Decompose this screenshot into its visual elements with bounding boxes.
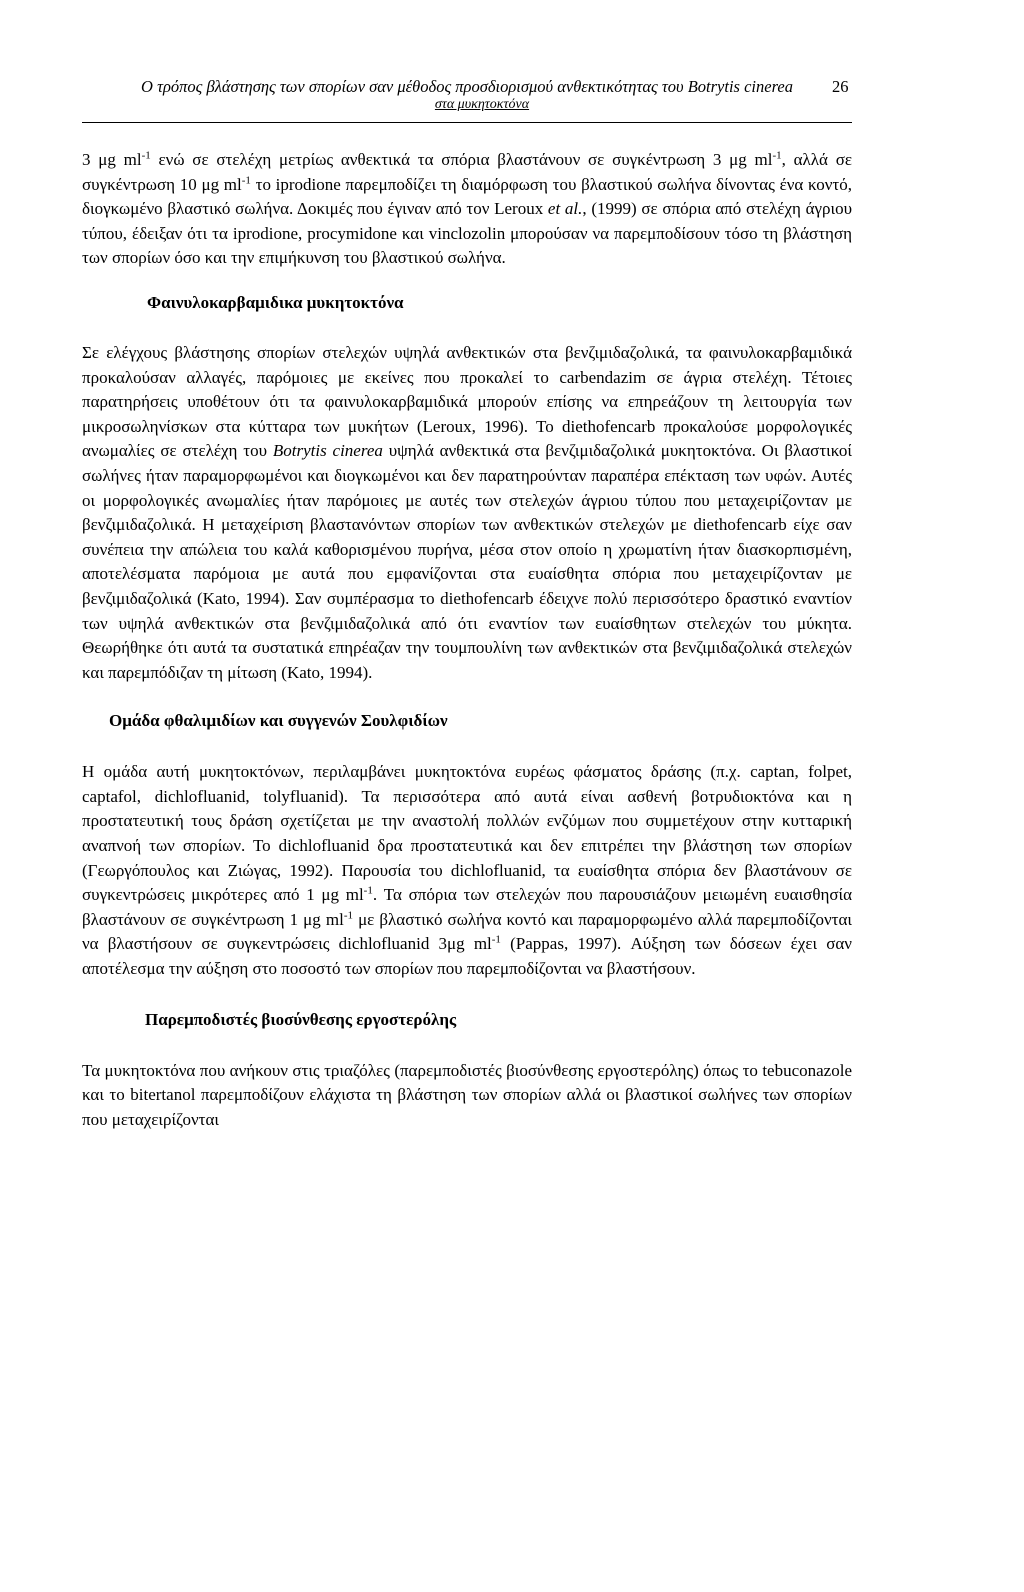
superscript: -1 [141,149,151,162]
superscript: -1 [491,933,501,946]
page-number: 26 [832,77,849,96]
text-run: , αλλά σε συγκέντρωση 10 μg ml [82,150,852,194]
paragraph-4 [82,1059,852,1133]
paragraph-2 [82,341,852,685]
text-run: Τα μυκητοκτόνα που ανήκουν στις τριαζόλες (παρεμποδιστές βιοσύνθεσης εργοστερόλης) όπως το tebuconazole και το bitertanol παρεμποδίζουν ελάχιστα τη βλάστηση των σπορίων αλλά οι βλαστικοί σωλήνες των σπορίων που μεταχειρίζονται [82,1060,852,1129]
text-run: (Pappas, 1997). Αύξηση των δόσεων έχει σαν αποτέλεσμα την αύξηση στο ποσοστό των σπορίων που παρεμποδίζονται να βλαστήσουν. [82,934,852,979]
header-rule [82,122,852,123]
text-run: . Τα σπόρια των στελεχών που παρουσιάζουν μειωμένη ευαισθησία βλαστάνουν σε συγκέντρωση 1 μg ml [82,885,852,929]
running-header-line2: στα μυκητοκτόνα [434,97,530,112]
text-run: με βλαστικό σωλήνα κοντό και παραμορφωμένο αλλά παρεμποδίζονται να βλαστήσουν σε συγκεντρώσεις dichlofluanid 3μg ml [82,909,852,954]
superscript: -1 [343,909,353,922]
section-heading-phenylcarbamates: Φαινυλοκαρβαμιδικα μυκητοκτόνα [147,292,404,312]
text-run: υψηλά ανθεκτικά στα βενζιμιδαζολικά μυκητοκτόνα. Οι βλαστικοί σωλήνες ήταν παραμορφωμένοι και διογκωμένοι και δεν παρατηρούνταν παραπέρα επέκταση των υφών. Αυτές οι μορφολογικές ανωμαλίες ήταν παρόμοιες με αυτές των στελεχών άγριου τύπου που μεταχειρίζονταν με βενζιμιδαζολικά. Η μεταχείριση βλαστανόντων σπορίων των ανθεκτικών στελεχών με diethofencarb είχε σαν συνέπεια την απώλεια του καλά καθορισμένου πυρήνα, μέσα στον οποίο η χρωματίνη ήταν διασκορπισμένη, αποτελέσματα παρόμοια με αυτά που εμφανίζονται στα ευαίσθητα σπόρια που μεταχειρίζονταν με βενζιμιδαζολικά (Kato, 1994). Σαν συμπέρασμα το diethofencarb έδειχνε πολύ περισσότερο δραστικό εναντίον των υψηλά ανθεκτικών στα βενζιμιδαζολικά από ότι εναντίον των ευαίσθητων στελεχών του μύκητα. Θεωρήθηκε ότι αυτά τα συστατικά επηρέαζαν την τουμπουλίνη των ανθεκτικών στα βενζιμιδαζολικά στελεχών και παρεμπόδιζαν τη μίτωση (Kato, 1994). [82,441,852,682]
paragraph-3 [82,760,852,981]
superscript: -1 [363,884,373,897]
paragraph-1 [82,148,852,271]
running-header [82,76,852,113]
section-heading-ergosterol-inhibitors: Παρεμποδιστές βιοσύνθεσης εργοστερόλης [145,1009,457,1029]
running-header-line1: Ο τρόπος βλάστησης των σπορίων σαν μέθοδος προσδιορισμού ανθεκτικότητας του Botrytis cinerea [141,77,793,96]
italic-run: et al. [547,199,583,219]
text-run: , (1999) σε σπόρια από στελέχη άγριου τύπου, έδειξαν ότι τα iprodione, procymidone και vinclozolin μπορούσαν να παρεμποδίσουν τόσο τη βλάστηση των σπορίων όσο και την επιμήκυνση του βλαστικού σωλήνα. [82,199,853,268]
text-run: ενώ σε στελέχη μετρίως ανθεκτικά τα σπόρια βλαστάνουν σε συγκέντρωση 3 μg ml [150,150,773,169]
text-run: το iprodione παρεμποδίζει τη διαμόρφωση του βλαστικού σωλήνα δίνοντας ένα κοντό, διογκωμένο βλαστικό σωλήνα. Δοκιμές που έγιναν από τον Leroux [82,174,852,219]
text-run: Σε ελέγχους βλάστησης σπορίων στελεχών υψηλά ανθεκτικών στα βενζιμιδαζολικά, τα φαινυλοκαρβαμιδικά προκαλούσαν αλλαγές, παρόμοιες με εκείνες που προκαλεί το carbendazim σε άγρια στελέχη. Τέτοιες παρατηρήσεις υποθέτουν ότι τα φαινυλοκαρβαμιδικά μπορούν επίσης να επηρεάζουν τη λειτουργία των μικροσωληνίσκων στα κύτταρα των μυκήτων (Leroux, 1996). Το diethofencarb προκαλούσε μορφολογικές ανωμαλίες σε στελέχη του [82,342,852,461]
text-run: Η ομάδα αυτή μυκητοκτόνων, περιλαμβάνει μυκητοκτόνα ευρέως φάσματος δράσης (π.χ. captan, folpet, captafol, dichlofluanid, tolyfluanid). Τα περισσότερα από αυτά είναι ασθενή βοτρυδιοκτόνα και η προστατευτική τους δράση σχετίζεται με την αναστολή πολλών ενζύμων που συμμετέχουν στην κυτταρική αναπνοή των σπορίων. Το dichlofluanid δρα προστατευτικά και δεν επιτρέπει την βλάστηση των σπορίων (Γεωργόπουλος και Ζιώγας, 1992). Παρουσία του dichlofluanid, τα ευαίσθητα σπόρια δεν βλαστάνουν σε συγκεντρώσεις μικρότερες από 1 μg ml [82,762,852,905]
body-text [82,148,852,1132]
italic-run: Botrytis cinerea [272,441,383,461]
superscript: -1 [241,173,251,186]
text-run: 3 μg ml [82,150,142,169]
superscript: -1 [772,149,782,162]
section-heading-phthalimides: Ομάδα φθαλιμιδίων και συγγενών Σουλφιδίων [109,711,448,731]
